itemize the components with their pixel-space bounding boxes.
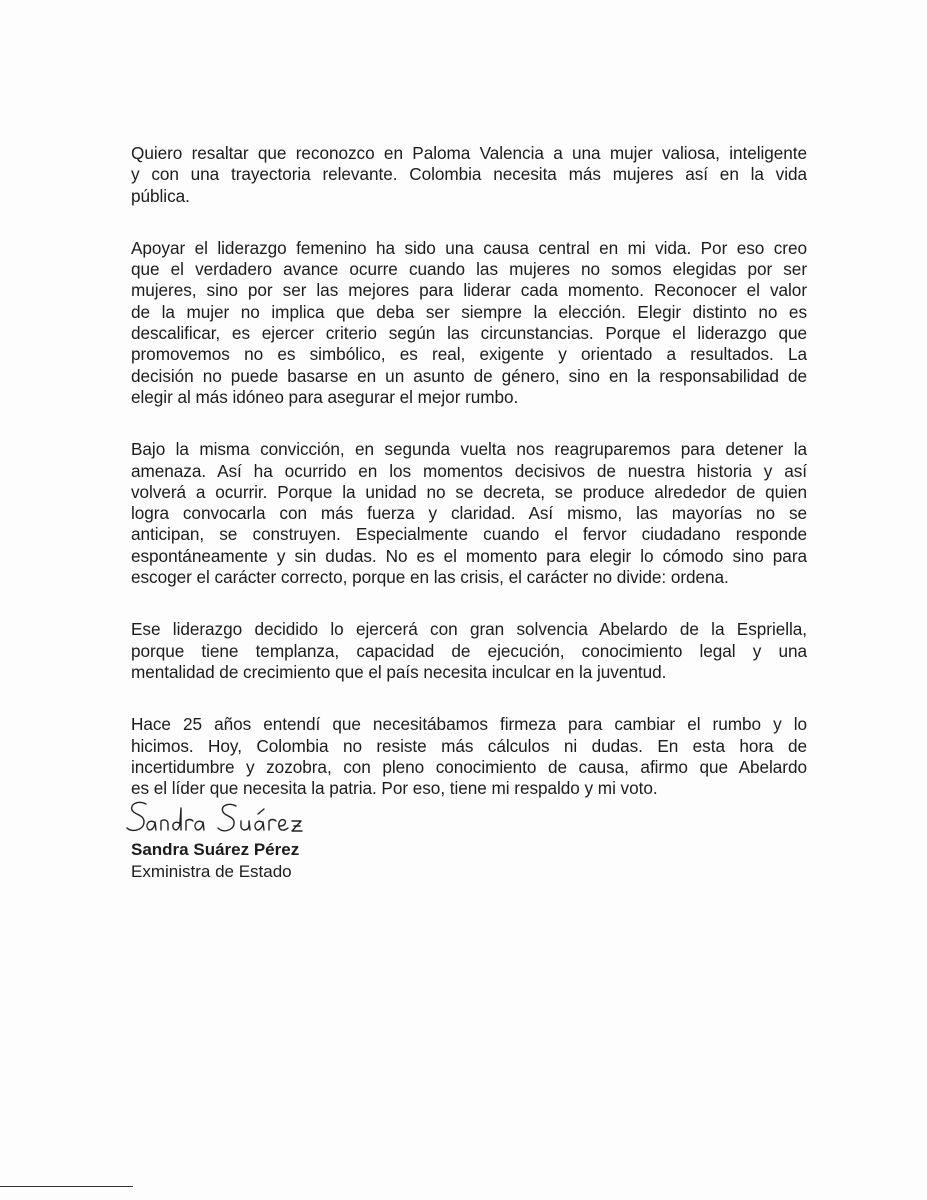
text-line: escoger el carácter correcto, porque en las crisis, el carácter no divide: ordena.: [131, 567, 729, 588]
text-line: Ese liderazgo decidido lo ejercerá con gran solvencia Abelardo de la Espriella,: [131, 619, 807, 640]
text-line: porque tiene templanza, capacidad de ejecución, conocimiento legal y una: [131, 640, 807, 661]
signer-name: Sandra Suárez Pérez: [131, 840, 300, 859]
text-line: que el verdadero avance ocurre cuando las mujeres no somos elegidas por ser: [131, 259, 807, 280]
text-line: logra convocarla con más fuerza y claridad. Así mismo, las mayorías no se: [131, 503, 807, 524]
text-line: de la mujer no implica que deba ser siempre la elección. Elegir distinto no es: [131, 301, 807, 322]
text-line: Quiero resaltar que reconozco en Paloma Valencia a una mujer valiosa, inteligente: [131, 143, 807, 163]
text-line: amenaza. Así ha ocurrido en los momentos decisivos de nuestra historia y así: [131, 460, 807, 481]
text-line: pública.: [131, 185, 190, 206]
text-line: hicimos. Hoy, Colombia no resiste más cálculos ni dudas. En esta hora de: [131, 735, 807, 756]
paragraph-4: [131, 619, 807, 683]
signer-title: Exministra de Estado: [131, 862, 292, 881]
paragraph-2: [131, 238, 807, 408]
footer-divider: [0, 1186, 133, 1187]
text-line: incertidumbre y zozobra, con pleno conocimiento de causa, afirmo que Abelardo: [131, 756, 807, 777]
text-line: mentalidad de crecimiento que el país necesita inculcar en la juventud.: [131, 661, 667, 682]
text-line: promovemos no es simbólico, es real, exigente y orientado a resultados. La: [131, 344, 807, 365]
text-line: Bajo la misma convicción, en segunda vuelta nos reagruparemos para detener la: [131, 439, 807, 460]
text-line: volverá a ocurrir. Porque la unidad no se decreta, se produce alrededor de quien: [131, 481, 807, 502]
handwritten-signature: [124, 800, 324, 844]
text-line: mujeres, sino por ser las mejores para liderar cada momento. Reconocer el valor: [131, 280, 807, 301]
text-line: Apoyar el liderazgo femenino ha sido una causa central en mi vida. Por eso creo: [131, 237, 807, 258]
paragraph-3: [131, 439, 807, 588]
paragraph-5: [131, 714, 807, 799]
paragraph-1: [131, 143, 807, 207]
text-line: espontáneamente y sin dudas. No es el momento para elegir lo cómodo sino para: [131, 545, 807, 566]
text-line: anticipan, se construyen. Especialmente cuando el fervor ciudadano responde: [131, 524, 807, 545]
text-line: decisión no puede basarse en un asunto de género, sino en la responsabilidad de: [131, 365, 807, 386]
text-line: descalificar, es ejercer criterio según las circunstancias. Porque el liderazgo que: [131, 323, 807, 344]
text-line: elegir al más idóneo para asegurar el mejor rumbo.: [131, 386, 519, 407]
text-line: es el líder que necesita la patria. Por eso, tiene mi respaldo y mi voto.: [131, 778, 658, 799]
text-line: Hace 25 años entendí que necesitábamos firmeza para cambiar el rumbo y lo: [131, 714, 807, 735]
signature-block: [124, 800, 444, 881]
text-line: y con una trayectoria relevante. Colombia necesita más mujeres así en la vida: [131, 164, 807, 185]
letter-body: [131, 143, 807, 830]
